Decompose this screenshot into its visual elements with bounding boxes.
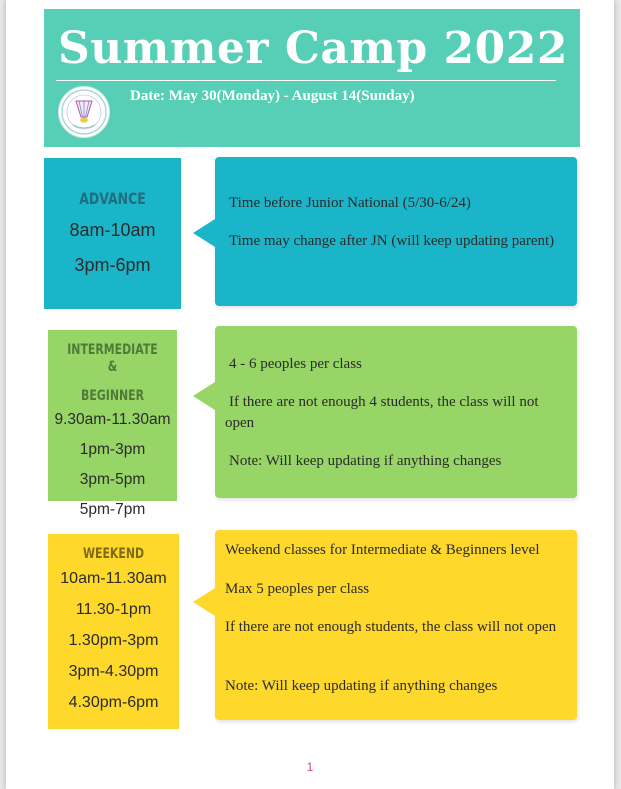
weekend-heading: WEEKEND — [82, 546, 145, 562]
weekend-notes-callout — [215, 530, 577, 720]
advance-time-slot: 3pm-6pm — [74, 255, 151, 275]
weekend-schedule-box — [48, 534, 179, 729]
club-logo — [58, 86, 110, 138]
weekend-note: Note: Will keep updating if anything changes — [225, 678, 498, 694]
intermediate-note: If there are not enough 4 students, the class will not open — [225, 394, 539, 431]
weekend-time-slot: 10am-11.30am — [60, 570, 167, 587]
advance-schedule-box — [44, 158, 181, 309]
badminton-logo-icon — [59, 87, 109, 137]
intermediate-schedule-box — [48, 330, 177, 518]
intermediate-time-slot: 5pm-7pm — [79, 501, 146, 518]
intermediate-time-slot: 3pm-5pm — [79, 471, 146, 488]
intermediate-notes-callout — [215, 326, 577, 498]
weekend-note: If there are not enough students, the class will not open — [225, 619, 557, 635]
weekend-note: Weekend classes for Intermediate & Beginners level — [225, 542, 540, 558]
advance-notes-callout — [215, 157, 577, 306]
intermediate-time-slot: 1pm-3pm — [79, 441, 146, 458]
advance-note: Time may change after JN (will keep updating parent) — [229, 233, 555, 249]
document-page — [6, 0, 614, 789]
advance-note: Time before Junior National (5/30-6/24) — [229, 195, 471, 211]
weekend-time-slot: 11.30-1pm — [75, 601, 152, 618]
weekend-time-slot: 4.30pm-6pm — [68, 694, 159, 711]
weekend-note: Max 5 peoples per class — [225, 581, 370, 597]
advance-time-slot: 8am-10am — [69, 220, 156, 240]
advance-heading: ADVANCE — [79, 189, 146, 208]
intermediate-time-slot: 9.30am-11.30am — [54, 411, 171, 428]
camp-dates: Date: May 30(Monday) - August 14(Sunday) — [130, 88, 415, 104]
intermediate-heading-line1: INTERMEDIATE & — [67, 342, 158, 375]
weekend-time-slot: 3pm-4.30pm — [68, 663, 159, 680]
weekend-time-slot: 1.30pm-3pm — [68, 632, 159, 649]
page-number: 1 — [306, 760, 314, 774]
page-title: Summer Camp 2022 — [58, 23, 569, 74]
intermediate-note: 4 - 6 peoples per class — [229, 356, 362, 372]
header-banner — [44, 9, 580, 147]
intermediate-heading-line2: BEGINNER — [81, 388, 144, 404]
intermediate-note: Note: Will keep updating if anything changes — [229, 453, 502, 469]
header-divider — [56, 80, 556, 81]
